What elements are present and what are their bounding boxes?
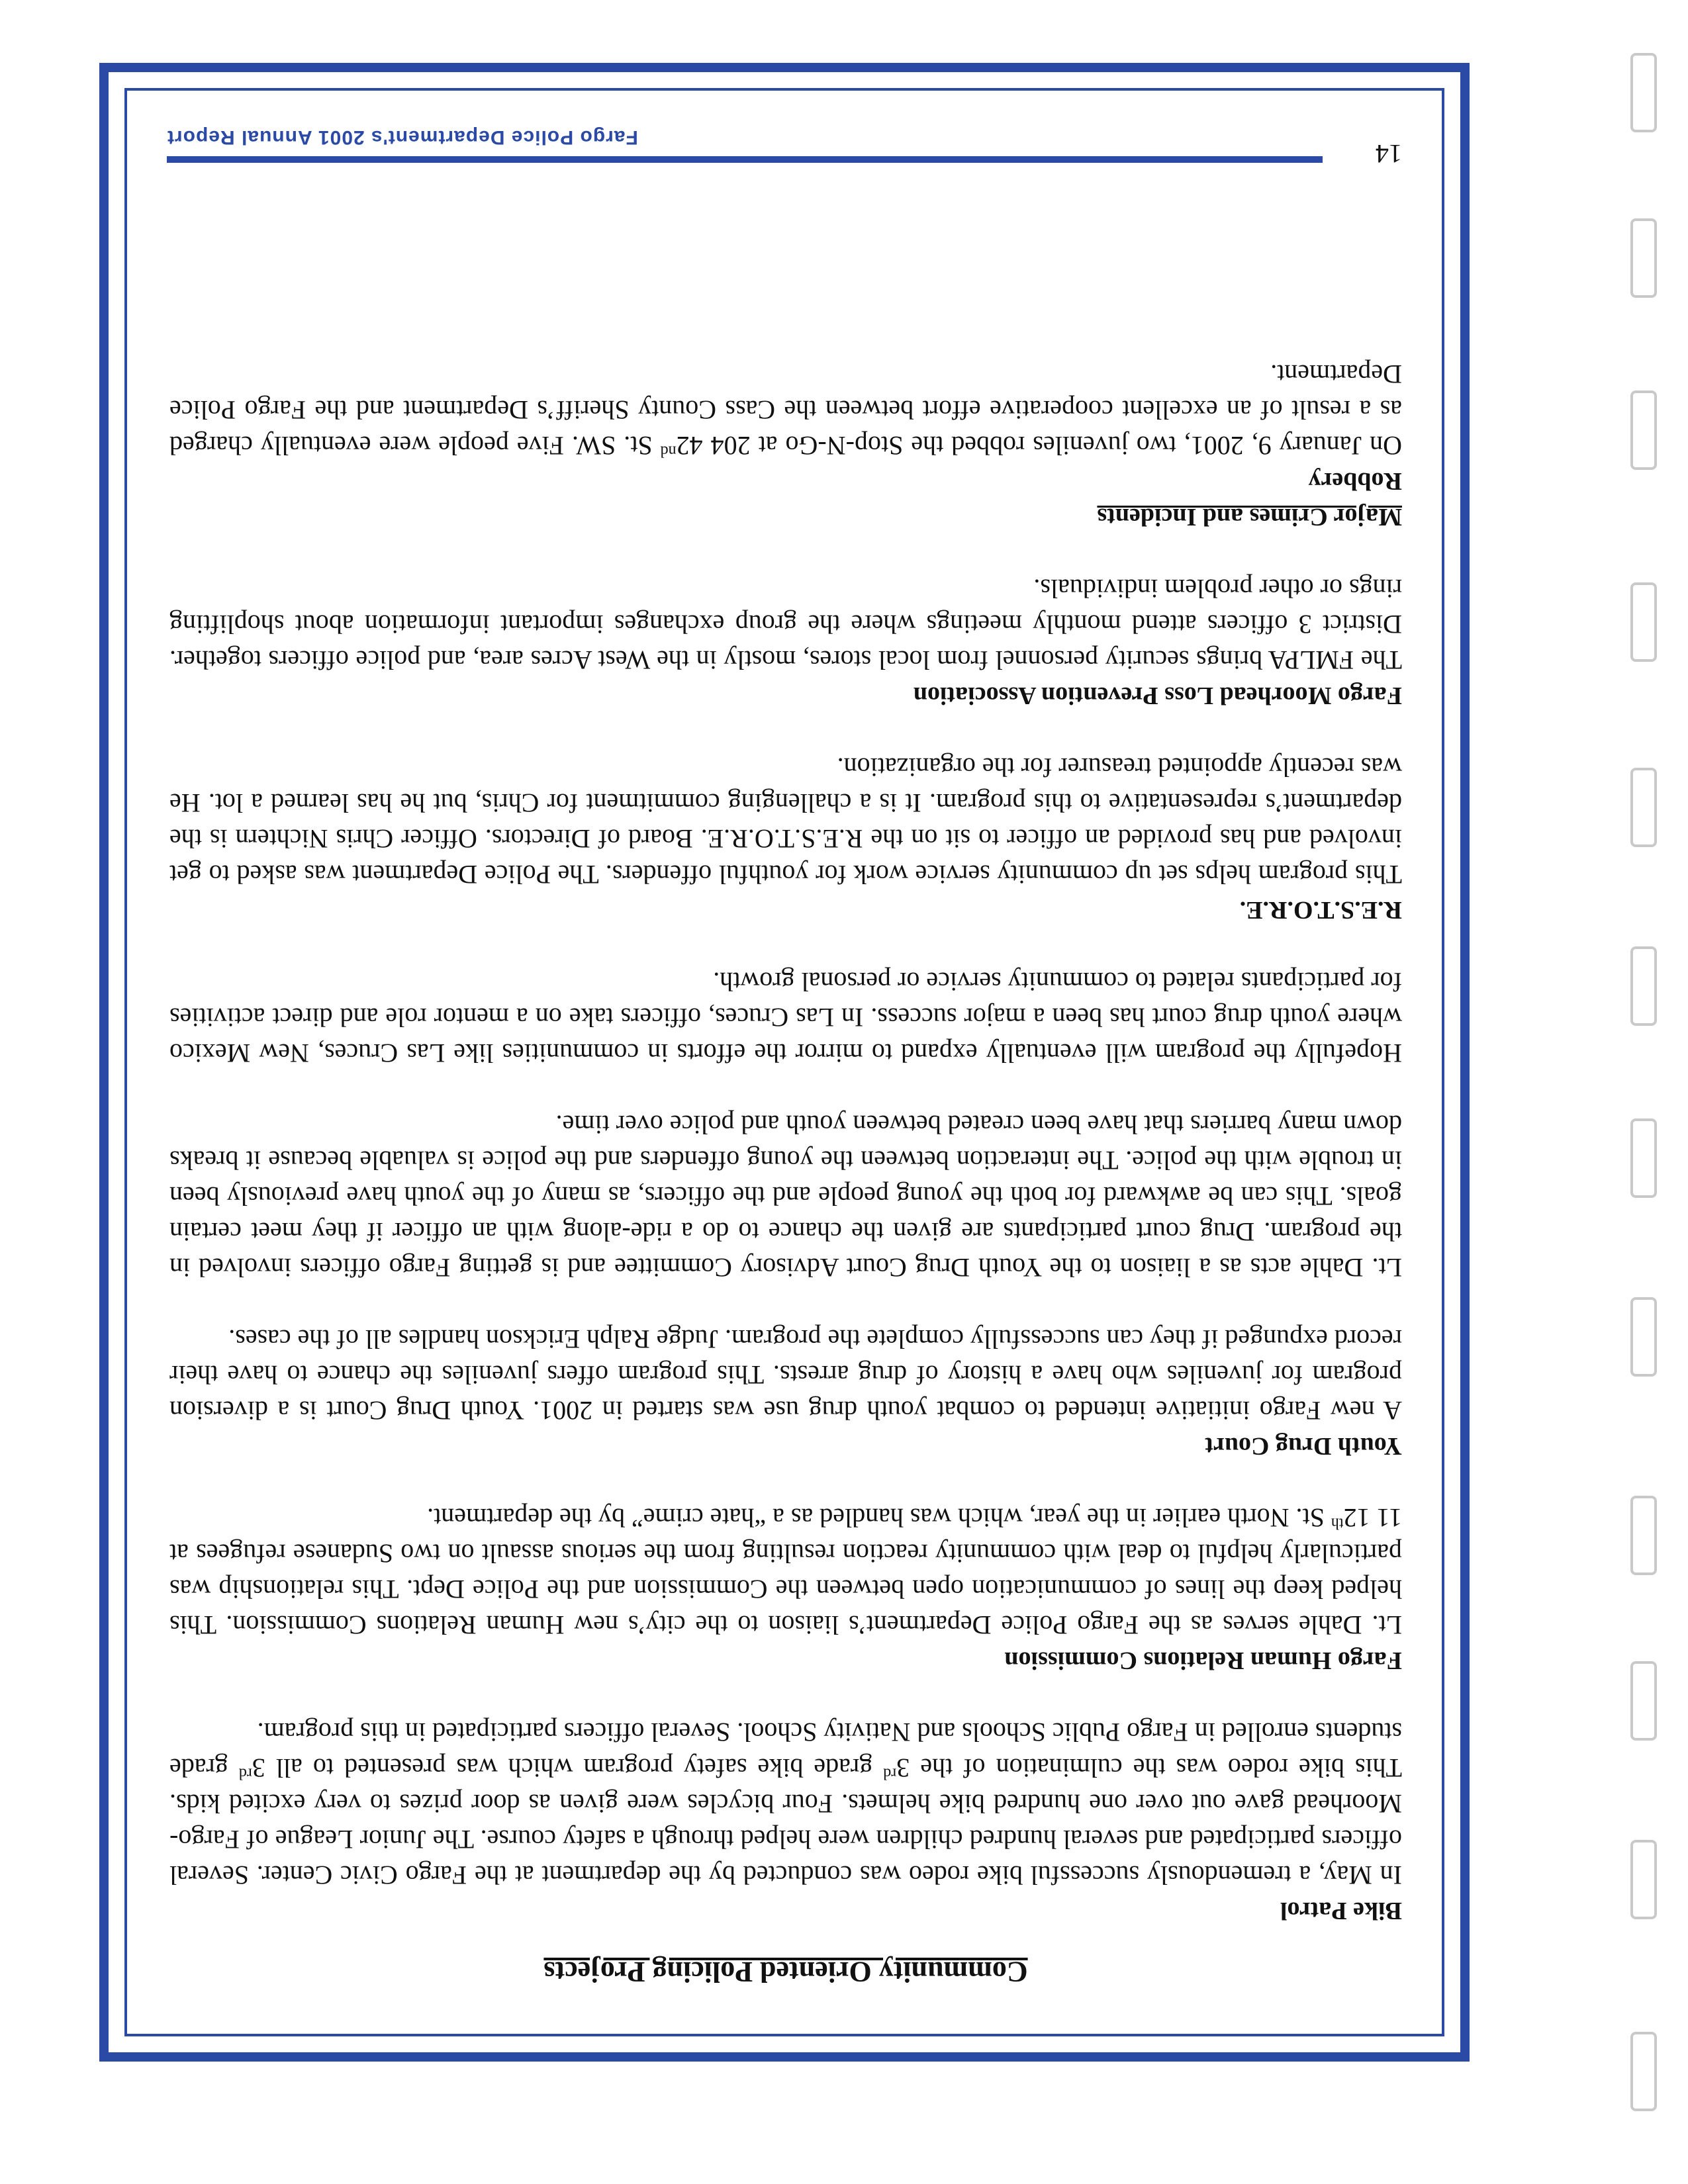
- paragraph-human-relations: Lt. Dahle serves as the Fargo Police Department’s liaison to the city’s new Human Relations Commission. This helped keep the lines of communication open between the Commission and the Police Dept. This relationship was particularly helpful to deal with community reaction resulting from the serious assault on two Sudanese refugees at 11 12th St. North earlier in the year, which was handled as a “hate crime” by the department.: [169, 1503, 1402, 1640]
- paragraph-fmlpa: The FMLPA brings security personnel from local stores, mostly in the West Acres area, and police officers together. District 3 officers attend monthly meetings where the group exchanges important information about shoplifting rings or other problem individuals.: [169, 574, 1402, 675]
- section-title-youth-drug-court: Youth Drug Court: [1205, 1432, 1402, 1460]
- page-number: 14: [1376, 139, 1402, 169]
- section-title-restore: R.E.S.T.O.R.E.: [1239, 896, 1402, 924]
- paragraph-bike-patrol: In May, a tremendously successful bike rodeo was conducted by the department at the Fargo Civic Center. Several officers participated and several hundred children were helped through a safety course. The Junior League of Fargo-Moorhead gave out over one hundred bike helmets. Four bicycles were given as door prizes to very excited kids. This bike rodeo was the culmination of the 3rd grade bike safety program which was presented to all 3rd grade students enrolled in Fargo Public Schools and Nativity School. Several officers participated in this program.: [169, 1717, 1402, 1890]
- footer-rule: [167, 156, 1323, 163]
- ordinal-suffix: nd: [660, 442, 677, 460]
- page-footer: [167, 110, 1402, 169]
- ordinal-suffix: th: [1331, 1514, 1344, 1532]
- paragraph-restore: This program helps set up community service work for youthful offenders. The Police Department was asked to get involved and has provided an officer to sit on the R.E.S.T.O.R.E. Board of Directors. Officer Chris Nichtern is the department’s representative to this program. It is a challenging commitment for Chris, but he has learned a lot. He was recently appointed treasurer for the organization.: [169, 752, 1402, 889]
- page-content: [169, 356, 1402, 1989]
- ordinal-suffix: rd: [883, 1764, 897, 1782]
- page-heading: Community Oriented Policing Projects: [543, 1956, 1028, 1988]
- page-border-outer: [99, 63, 1470, 2062]
- robbery-subheading: Robbery: [1308, 467, 1402, 495]
- paragraph-drug-court-3: Hopefully the program will eventually expand to mirror the efforts in communities like Las Cruces, New Mexico where youth drug court has been a major success. In Las Cruces, officers take on a mentor role and direct activities for participants related to community service or personal growth.: [169, 967, 1402, 1068]
- section-title-bike-patrol: Bike Patrol: [1280, 1897, 1402, 1925]
- section-title-fmlpa: Fargo Moorhead Loss Prevention Association: [913, 682, 1402, 709]
- section-title-human-relations: Fargo Human Relations Commission: [1004, 1647, 1402, 1674]
- paragraph-robbery: On January 9, 2001, two juveniles robbed the Stop-N-Go at 204 42nd St. SW. Five people were eventually charged as a result of an excellent cooperative effort between the Cass County Sheriff’s Department and the Fargo Police Department.: [169, 359, 1402, 461]
- ordinal-suffix: rd: [238, 1764, 252, 1782]
- major-crimes-heading: Major Crimes and Incidents: [1097, 503, 1402, 531]
- paragraph-drug-court-1: A new Fargo initiative intended to combat youth drug use was started in 2001. Youth Drug Court is a diversion program for juveniles who have a history of drug arrests. This program offers juveniles the chance to have their record expunged if they can successfully complete the program. Judge Ralph Erickson handles all of the cases.: [169, 1324, 1402, 1426]
- report-title: Fargo Police Department's 2001 Annual Report: [167, 126, 638, 148]
- paragraph-drug-court-2: Lt. Dahle acts as a liaison to the Youth Drug Court Advisory Committee and is getting Fargo officers involved in the program. Drug court participants are given the chance to do a ride-along with an officer if they meet certain goals. This can be awkward for both the young people and the officers, as many of the youth have previously been in trouble with the police. The interaction between the young offenders and the police is valuable because it breaks down many barriers that have been created between youth and police over time.: [169, 1110, 1402, 1283]
